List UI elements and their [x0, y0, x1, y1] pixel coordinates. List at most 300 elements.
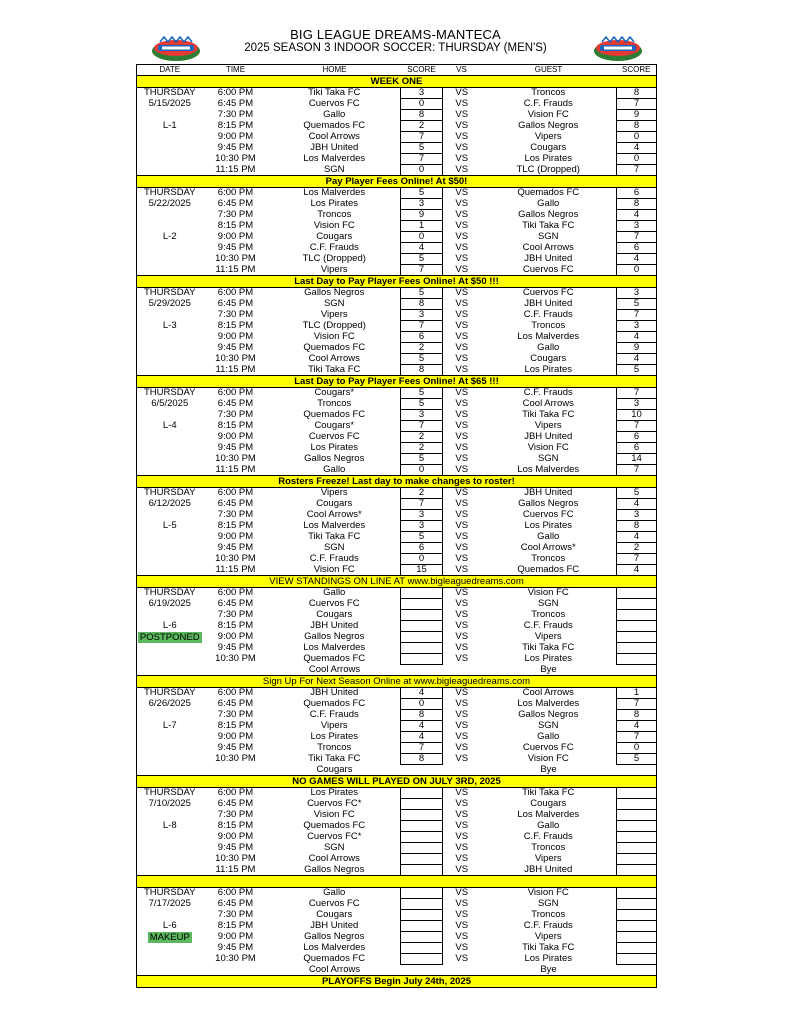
- date-cell: [137, 565, 203, 576]
- guest-team: Cool Arrows: [522, 687, 574, 699]
- home-score: [401, 943, 443, 954]
- banner-text: Pay Player Fees Online! At $50!: [137, 176, 657, 188]
- time-cell: 8:15 PM: [217, 820, 254, 831]
- home-score: [401, 832, 443, 843]
- home-team: Cuervos FC: [308, 98, 360, 109]
- guest-score: 6: [617, 188, 657, 199]
- home-score: [401, 632, 443, 643]
- home-score: 7: [401, 154, 443, 165]
- banner-row: [137, 276, 657, 288]
- date-cell: THURSDAY: [137, 188, 203, 199]
- home-score: [401, 965, 443, 976]
- table-row: [137, 710, 657, 721]
- home-team: Tiki Taka FC: [308, 364, 361, 375]
- vs-label: VS: [455, 631, 469, 642]
- date-cell: L-6: [137, 921, 203, 932]
- home-team: C.F. Frauds: [309, 242, 359, 253]
- time-cell: 8:15 PM: [217, 920, 254, 931]
- table-row: [137, 510, 657, 521]
- guest-score: 0: [617, 265, 657, 276]
- home-score: 7: [401, 421, 443, 432]
- guest-team: Vision FC: [527, 887, 569, 899]
- banner-row: [137, 876, 657, 888]
- vs-label: [443, 965, 481, 976]
- vs-label: VS: [455, 831, 469, 842]
- vs-label: VS: [455, 98, 469, 109]
- guest-team: Los Malverdes: [517, 698, 580, 709]
- vs-label: VS: [455, 109, 469, 120]
- home-team: Los Pirates: [310, 787, 359, 799]
- table-row: [137, 765, 657, 776]
- table-row: [137, 521, 657, 532]
- guest-score: [617, 910, 657, 921]
- time-cell: 10:30 PM: [215, 553, 256, 564]
- guest-score: 7: [617, 554, 657, 565]
- table-row: [137, 399, 657, 410]
- home-team: C.F. Frauds: [309, 553, 359, 564]
- guest-team: JBH United: [524, 487, 573, 499]
- table-row: [137, 99, 657, 110]
- time-cell: 6:45 PM: [217, 498, 254, 509]
- guest-team: Los Malverdes: [517, 464, 580, 475]
- vs-label: VS: [455, 753, 469, 764]
- vs-label: VS: [455, 164, 469, 175]
- home-score: 3: [401, 310, 443, 321]
- home-team: Los Malverdes: [303, 153, 366, 164]
- table-row: [137, 343, 657, 354]
- guest-team: Cuervos FC: [522, 742, 574, 753]
- home-score: 1: [401, 221, 443, 232]
- guest-score: 7: [617, 699, 657, 710]
- time-cell: 9:00 PM: [217, 931, 254, 942]
- table-row: [137, 321, 657, 332]
- date-cell: L-7: [137, 721, 203, 732]
- schedule-sheet: [136, 64, 656, 988]
- time-cell: 11:15 PM: [215, 164, 256, 175]
- vs-label: VS: [455, 609, 469, 620]
- page-title: BIG LEAGUE DREAMS-MANTECA: [290, 27, 501, 42]
- table-row: [137, 210, 657, 221]
- guest-score: 5: [617, 365, 657, 376]
- date-cell: [137, 132, 203, 143]
- guest-score: 6: [617, 432, 657, 443]
- home-team: JBH United: [310, 920, 359, 931]
- home-score: 8: [401, 365, 443, 376]
- time-cell: 9:45 PM: [217, 842, 254, 853]
- vs-label: VS: [455, 398, 469, 409]
- guest-team: JBH United: [524, 431, 573, 442]
- table-row: [137, 699, 657, 710]
- guest-score: 14: [617, 454, 657, 465]
- guest-score: 3: [617, 321, 657, 332]
- home-team: SGN: [323, 542, 345, 553]
- guest-team: Los Pirates: [524, 653, 573, 664]
- guest-score: 4: [617, 499, 657, 510]
- guest-team: Vipers: [534, 131, 562, 142]
- home-score: [401, 821, 443, 832]
- home-score: [401, 921, 443, 932]
- date-cell: L-3: [137, 321, 203, 332]
- table-row: [137, 188, 657, 199]
- guest-team: Gallos Negros: [518, 709, 579, 720]
- home-score: 0: [401, 165, 443, 176]
- table-row: [137, 799, 657, 810]
- time-cell: 9:45 PM: [217, 542, 254, 553]
- table-row: [137, 410, 657, 421]
- time-cell: 11:15 PM: [215, 864, 256, 875]
- date-cell: [137, 143, 203, 154]
- guest-score: [617, 965, 657, 976]
- vs-label: VS: [455, 87, 469, 99]
- vs-label: VS: [455, 453, 469, 464]
- date-cell: [137, 965, 203, 976]
- column-header-row: [137, 65, 657, 76]
- guest-team: Gallo: [537, 731, 560, 742]
- time-cell: 10:30 PM: [215, 253, 256, 264]
- guest-team: Vision FC: [527, 753, 569, 764]
- home-team: Los Pirates: [310, 198, 359, 209]
- guest-team: Cool Arrows: [522, 242, 574, 253]
- home-team: TLC (Dropped): [302, 320, 366, 331]
- home-score: [401, 654, 443, 665]
- date-cell: [137, 554, 203, 565]
- date-cell: [137, 543, 203, 554]
- guest-score: 7: [617, 165, 657, 176]
- guest-score: 8: [617, 199, 657, 210]
- date-cell: THURSDAY: [137, 588, 203, 599]
- home-score: 5: [401, 454, 443, 465]
- home-score: [401, 765, 443, 776]
- home-score: [401, 954, 443, 965]
- time-cell: 10:30 PM: [215, 453, 256, 464]
- time-cell: 8:15 PM: [217, 420, 254, 431]
- vs-label: VS: [455, 842, 469, 853]
- guest-score: 6: [617, 243, 657, 254]
- home-score: 8: [401, 710, 443, 721]
- home-score: 5: [401, 188, 443, 199]
- vs-label: VS: [455, 142, 469, 153]
- vs-label: VS: [455, 731, 469, 742]
- date-cell: 6/12/2025: [137, 499, 203, 510]
- vs-label: VS: [455, 864, 469, 875]
- time-cell: 6:00 PM: [217, 387, 254, 399]
- guest-score: [617, 588, 657, 599]
- time-cell: 9:00 PM: [217, 731, 254, 742]
- guest-team: Cougars: [530, 353, 567, 364]
- table-row: [137, 621, 657, 632]
- home-score: 5: [401, 532, 443, 543]
- time-cell: [203, 665, 269, 676]
- guest-team: Cool Arrows*: [520, 542, 576, 553]
- home-team: Cool Arrows: [308, 853, 360, 864]
- table-row: [137, 365, 657, 376]
- table-row: [137, 943, 657, 954]
- home-team: Quemados FC: [303, 953, 366, 964]
- guest-team: SGN: [537, 898, 559, 909]
- time-cell: 9:45 PM: [217, 342, 254, 353]
- table-row: [137, 732, 657, 743]
- vs-label: VS: [455, 564, 469, 575]
- home-team: Gallo: [323, 587, 346, 599]
- table-row: [137, 654, 657, 665]
- time-cell: 9:45 PM: [217, 242, 254, 253]
- home-team: Tiki Taka FC: [308, 531, 361, 542]
- guest-team: Bye: [540, 664, 557, 675]
- column-header-time: TIME: [203, 65, 269, 76]
- table-row: [137, 499, 657, 510]
- home-team: Los Pirates: [310, 731, 359, 742]
- time-cell: 9:45 PM: [217, 142, 254, 153]
- table-row: [137, 832, 657, 843]
- time-cell: 6:45 PM: [217, 598, 254, 609]
- guest-score: 0: [617, 743, 657, 754]
- home-score: 0: [401, 99, 443, 110]
- league-logo-icon: [150, 34, 202, 64]
- home-score: [401, 854, 443, 865]
- guest-score: [617, 788, 657, 799]
- guest-team: JBH United: [524, 864, 573, 875]
- date-cell: [137, 343, 203, 354]
- date-cell: 6/5/2025: [137, 399, 203, 410]
- time-cell: [203, 965, 269, 976]
- date-cell: 5/22/2025: [137, 199, 203, 210]
- home-score: [401, 610, 443, 621]
- vs-label: VS: [455, 309, 469, 320]
- home-team: Vision FC: [313, 331, 355, 342]
- guest-score: 10: [617, 410, 657, 421]
- date-cell: [137, 665, 203, 676]
- guest-team: Vipers: [534, 853, 562, 864]
- guest-team: Vision FC: [527, 587, 569, 599]
- guest-score: [617, 810, 657, 821]
- date-cell: THURSDAY: [137, 788, 203, 799]
- date-cell: L-4: [137, 421, 203, 432]
- home-score: [401, 865, 443, 876]
- guest-score: 4: [617, 532, 657, 543]
- time-cell: 9:00 PM: [217, 531, 254, 542]
- home-score: [401, 621, 443, 632]
- guest-score: 7: [617, 99, 657, 110]
- banner-text: Last Day to Pay Player Fees Online! At $50 !!!: [137, 276, 657, 288]
- table-row: [137, 810, 657, 821]
- time-cell: 8:15 PM: [217, 520, 254, 531]
- home-team: JBH United: [310, 142, 359, 153]
- table-row: [137, 110, 657, 121]
- time-cell: 7:30 PM: [217, 809, 254, 820]
- column-header-guest: GUEST: [481, 65, 617, 76]
- date-cell: [137, 943, 203, 954]
- guest-score: 5: [617, 488, 657, 499]
- guest-team: Los Pirates: [524, 364, 573, 375]
- banner-text: Rosters Freeze! Last day to make changes to roster!: [137, 476, 657, 488]
- home-team: Quemados FC: [303, 120, 366, 131]
- time-cell: 8:15 PM: [217, 620, 254, 631]
- banner-row: [137, 976, 657, 988]
- table-row: [137, 221, 657, 232]
- guest-score: 4: [617, 254, 657, 265]
- schedule-body: [137, 76, 657, 988]
- home-team: Troncos: [317, 398, 352, 409]
- home-team: Cougars*: [314, 387, 355, 399]
- table-row: [137, 232, 657, 243]
- date-cell: [137, 632, 203, 643]
- home-team: Quemados FC: [303, 653, 366, 664]
- home-score: [401, 899, 443, 910]
- table-row: [137, 288, 657, 299]
- table-row: [137, 443, 657, 454]
- time-cell: 9:00 PM: [217, 631, 254, 642]
- vs-label: VS: [455, 331, 469, 342]
- guest-score: [617, 632, 657, 643]
- guest-score: [617, 932, 657, 943]
- home-score: 2: [401, 432, 443, 443]
- vs-label: VS: [455, 909, 469, 920]
- vs-label: VS: [455, 187, 469, 199]
- table-row: [137, 932, 657, 943]
- table-row: [137, 543, 657, 554]
- guest-score: 4: [617, 721, 657, 732]
- date-cell: 5/15/2025: [137, 99, 203, 110]
- banner-text: PLAYOFFS Begin July 24th, 2025: [137, 976, 657, 988]
- vs-label: VS: [455, 598, 469, 609]
- schedule-table: [136, 64, 657, 988]
- date-cell: [137, 754, 203, 765]
- home-team: SGN: [323, 298, 345, 309]
- guest-score: 4: [617, 143, 657, 154]
- guest-score: 3: [617, 399, 657, 410]
- table-row: [137, 332, 657, 343]
- guest-team: Los Pirates: [524, 520, 573, 531]
- guest-team: Vipers: [534, 931, 562, 942]
- time-cell: 7:30 PM: [217, 909, 254, 920]
- date-cell: 5/29/2025: [137, 299, 203, 310]
- date-cell: [137, 254, 203, 265]
- home-score: 7: [401, 132, 443, 143]
- home-score: 5: [401, 288, 443, 299]
- date-cell: [137, 265, 203, 276]
- guest-team: Cool Arrows: [522, 398, 574, 409]
- vs-label: VS: [455, 553, 469, 564]
- column-header-home-score: SCORE: [401, 65, 443, 76]
- home-team: Gallos Negros: [304, 931, 365, 942]
- vs-label: VS: [455, 442, 469, 453]
- home-score: 5: [401, 254, 443, 265]
- table-row: [137, 488, 657, 499]
- guest-score: 4: [617, 565, 657, 576]
- banner-text: VIEW STANDINGS ON LINE AT www.bigleaguedreams.com: [137, 576, 657, 588]
- vs-label: VS: [455, 809, 469, 820]
- date-cell: L-6: [137, 621, 203, 632]
- home-team: Cougars*: [314, 420, 355, 431]
- table-row: [137, 688, 657, 699]
- time-cell: 6:00 PM: [217, 187, 254, 199]
- date-cell: [137, 832, 203, 843]
- guest-team: Cuervos FC: [522, 509, 574, 520]
- home-score: 3: [401, 88, 443, 99]
- home-team: Cool Arrows: [308, 131, 360, 142]
- home-team: Quemados FC: [303, 820, 366, 831]
- time-cell: 6:00 PM: [217, 887, 254, 899]
- date-cell: [137, 932, 203, 943]
- guest-score: 5: [617, 299, 657, 310]
- table-row: [137, 854, 657, 865]
- home-team: Gallo: [323, 109, 346, 120]
- date-cell: [137, 765, 203, 776]
- home-team: TLC (Dropped): [302, 253, 366, 264]
- home-score: [401, 932, 443, 943]
- guest-team: Gallos Negros: [518, 209, 579, 220]
- vs-label: VS: [455, 120, 469, 131]
- table-row: [137, 843, 657, 854]
- date-cell: [137, 843, 203, 854]
- date-cell: L-1: [137, 121, 203, 132]
- vs-label: VS: [455, 264, 469, 275]
- home-score: [401, 910, 443, 921]
- banner-row: [137, 76, 657, 88]
- guest-team: Bye: [540, 764, 557, 775]
- vs-label: VS: [455, 353, 469, 364]
- column-header-guest-score: SCORE: [617, 65, 657, 76]
- home-team: Cuervos FC: [308, 598, 360, 609]
- guest-team: Los Pirates: [524, 953, 573, 964]
- guest-score: 7: [617, 310, 657, 321]
- home-team: Gallo: [323, 887, 346, 899]
- vs-label: VS: [455, 298, 469, 309]
- date-cell: [137, 865, 203, 876]
- guest-score: [617, 954, 657, 965]
- vs-label: [443, 765, 481, 776]
- home-score: 7: [401, 743, 443, 754]
- table-row: [137, 565, 657, 576]
- guest-team: C.F. Frauds: [523, 98, 573, 109]
- home-score: 5: [401, 354, 443, 365]
- date-cell: [137, 710, 203, 721]
- home-team: Quemados FC: [303, 698, 366, 709]
- time-cell: 7:30 PM: [217, 109, 254, 120]
- guest-team: Gallos Negros: [518, 498, 579, 509]
- time-cell: 7:30 PM: [217, 609, 254, 620]
- home-score: 8: [401, 299, 443, 310]
- time-cell: 10:30 PM: [215, 753, 256, 764]
- date-cell: THURSDAY: [137, 488, 203, 499]
- home-team: JBH United: [310, 620, 359, 631]
- home-score: [401, 799, 443, 810]
- date-cell: [137, 410, 203, 421]
- guest-score: [617, 921, 657, 932]
- guest-team: C.F. Frauds: [523, 620, 573, 631]
- table-row: [137, 610, 657, 621]
- time-cell: 10:30 PM: [215, 853, 256, 864]
- guest-team: Vision FC: [527, 442, 569, 453]
- home-score: 7: [401, 499, 443, 510]
- guest-team: Tiki Taka FC: [522, 942, 575, 953]
- time-cell: 11:15 PM: [215, 364, 256, 375]
- home-team: Troncos: [317, 209, 352, 220]
- guest-team: Quemados FC: [517, 187, 580, 199]
- date-cell: 7/10/2025: [137, 799, 203, 810]
- date-cell: [137, 743, 203, 754]
- date-cell: [137, 221, 203, 232]
- home-team: C.F. Frauds: [309, 709, 359, 720]
- guest-score: 8: [617, 521, 657, 532]
- guest-score: 2: [617, 543, 657, 554]
- time-cell: 8:15 PM: [217, 720, 254, 731]
- home-score: 4: [401, 721, 443, 732]
- vs-label: VS: [455, 409, 469, 420]
- home-team: Troncos: [317, 742, 352, 753]
- banner-row: [137, 176, 657, 188]
- date-cell: 7/17/2025: [137, 899, 203, 910]
